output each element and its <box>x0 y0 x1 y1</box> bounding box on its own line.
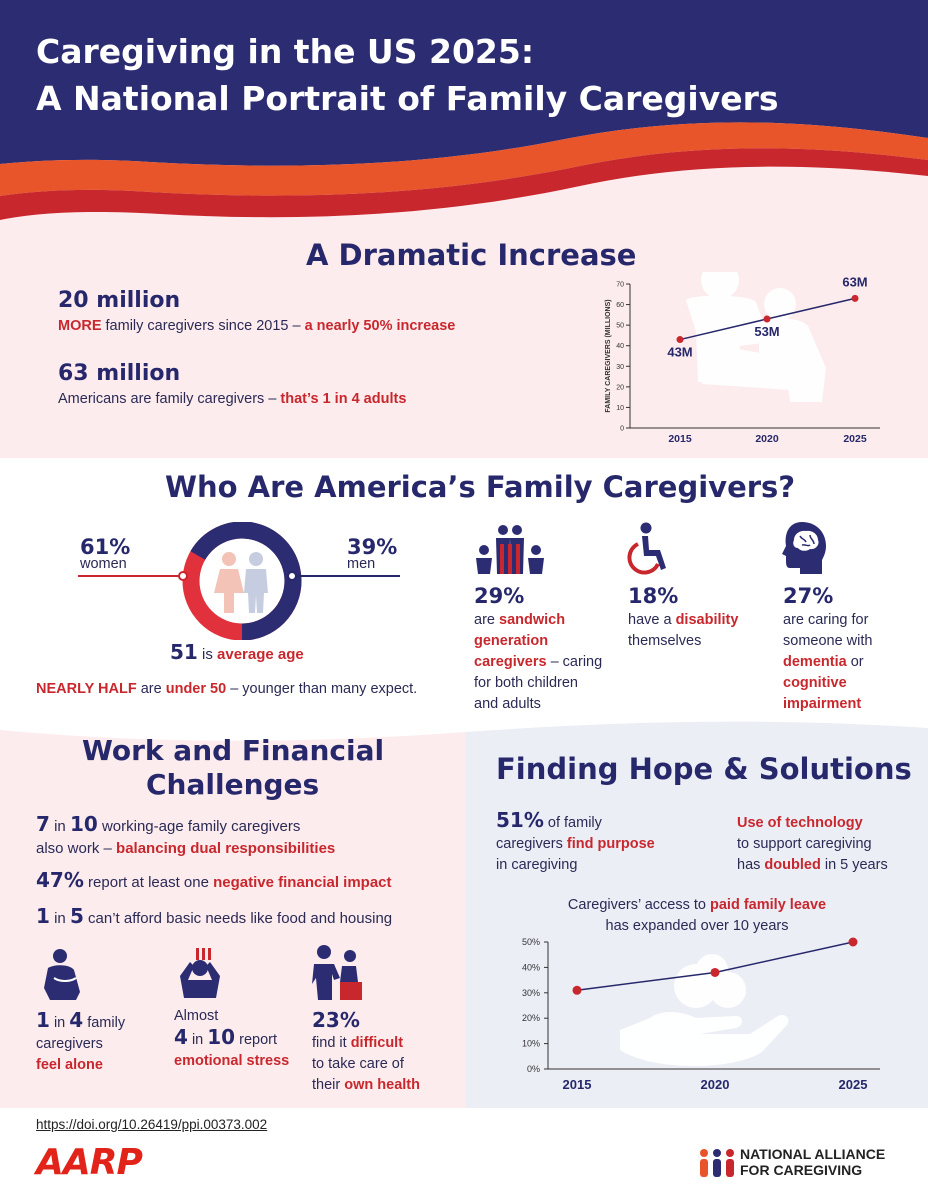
work-stat1-n2: 10 <box>69 812 98 836</box>
work-stat1-post: working-age family caregivers <box>97 818 301 835</box>
own-health-l1-hl: difficult <box>350 1035 404 1051</box>
work-stat1-l2-hl: balancing dual responsibilities <box>116 840 336 857</box>
page-title-line-1: Caregiving in the US 2025: <box>36 32 535 71</box>
nearly-half-hl1: NEARLY HALF <box>36 681 137 697</box>
work-stat2-pre: report at least one <box>83 874 214 891</box>
disability-l2: themselves <box>628 633 702 649</box>
average-age-line <box>170 640 304 664</box>
increase-stat1-number: 20 million <box>58 288 181 313</box>
chart1-y-tick-label: 70 <box>616 281 624 289</box>
dementia-l2: someone with <box>783 633 873 649</box>
aarp-logo: AARP <box>36 1142 142 1183</box>
alone-post: family <box>83 1015 126 1031</box>
women-label: women <box>80 556 127 572</box>
dementia-l3-hl: dementia <box>783 654 847 670</box>
chart1-data-label: 63M <box>842 274 868 290</box>
nearly-half-line <box>36 681 417 697</box>
alone-l3-hl: feel alone <box>36 1057 103 1073</box>
men-percent: 39% <box>347 535 398 559</box>
increase-stat1-text <box>58 318 455 334</box>
work-stat1-n1: 7 <box>36 812 50 836</box>
work-stat1-l2-pre: also work – <box>36 840 117 857</box>
women-connector-line <box>78 575 182 577</box>
nac-logo-line-2: FOR CAREGIVING <box>740 1162 863 1178</box>
increase-stat1-mid: family caregivers since 2015 – <box>101 318 305 334</box>
men-connector-dot <box>287 571 297 581</box>
emotional-stress-icon <box>176 946 224 1000</box>
doi-link[interactable]: https://doi.org/10.26419/ppi.00373.002 <box>36 1117 268 1132</box>
chart1-y-tick-label: 50 <box>616 322 624 330</box>
disability-text <box>628 610 738 652</box>
chart1-data-label: 43M <box>667 344 693 360</box>
dementia-text <box>783 610 872 715</box>
chart1-y-tick-label: 30 <box>616 363 624 371</box>
chart1-y-tick-label: 10 <box>616 404 624 412</box>
nac-logo-line-1: NATIONAL ALLIANCE <box>740 1146 886 1162</box>
purpose-text <box>496 810 655 876</box>
technology-l3-hl: doubled <box>764 857 821 873</box>
chart1-data-label: 53M <box>754 323 780 339</box>
chart1-x-tick-label: 2020 <box>755 433 779 445</box>
chart2-x-tick-label: 2015 <box>562 1077 592 1092</box>
work-stat3-mid: in <box>49 910 70 927</box>
nearly-half-mid: are <box>136 681 166 697</box>
sandwich-l2-hl: generation <box>474 633 549 649</box>
sandwich-l3-hl: caregivers <box>474 654 547 670</box>
increase-stat1-hl: a nearly 50% increase <box>304 318 456 334</box>
chart2-x-tick-label: 2025 <box>838 1077 868 1092</box>
gender-donut-chart <box>172 522 312 640</box>
technology-l3-pre: has <box>737 857 765 873</box>
work-stat3-post: can’t afford basic needs like food and housing <box>83 910 393 927</box>
chart1-data-point <box>677 336 684 343</box>
hands-heart-icon <box>620 954 788 1066</box>
disability-percent: 18% <box>628 584 679 608</box>
who-heading: Who Are America’s Family Caregivers? <box>165 470 796 504</box>
chart2-y-tick-label: 10% <box>521 1038 540 1049</box>
page-title-line-2: A National Portrait of Family Caregivers <box>36 79 779 118</box>
increase-stat2-mid: Americans are family caregivers – <box>58 391 281 407</box>
alone-text <box>36 1010 125 1076</box>
chart2-data-point <box>849 938 858 947</box>
sandwich-percent: 29% <box>474 584 525 608</box>
own-health-l3-hl: own health <box>344 1077 420 1093</box>
technology-l3-post: in 5 years <box>820 857 888 873</box>
increase-stat2-hl: that’s 1 in 4 adults <box>280 391 407 407</box>
average-age-mid: is <box>197 646 218 663</box>
work-stat3 <box>36 904 392 928</box>
dementia-percent: 27% <box>783 584 834 608</box>
stress-l1: Almost <box>174 1008 219 1024</box>
sandwich-l1-hl: sandwich <box>499 612 566 628</box>
own-health-l1-pre: find it <box>312 1035 351 1051</box>
caregivers-line-chart <box>590 272 890 452</box>
dementia-l4-hl: cognitive <box>783 675 847 691</box>
own-health-l2: to take care of <box>312 1056 404 1072</box>
purpose-l1-post: of family <box>543 815 602 831</box>
own-health-text <box>312 1033 420 1096</box>
sandwich-l3-post: – caring <box>546 654 603 670</box>
work-stat1 <box>36 812 300 836</box>
stress-n1: 4 <box>174 1025 188 1049</box>
alone-n2: 4 <box>69 1008 84 1032</box>
nac-logo-icon <box>698 1148 736 1178</box>
work-stat3-n1: 1 <box>36 904 50 928</box>
sandwich-l4: for both children <box>474 675 578 691</box>
own-health-l3-pre: their <box>312 1077 345 1093</box>
dementia-l1: are caring for <box>783 612 869 628</box>
own-health-percent: 23% <box>312 1008 360 1032</box>
sandwich-generation-icon <box>472 524 548 576</box>
hope-heading: Finding Hope & Solutions <box>496 752 912 786</box>
chart1-y-axis-label: FAMILY CAREGIVERS (MILLIONS) <box>605 299 612 413</box>
dementia-l3-post: or <box>846 654 864 670</box>
purpose-l2-hl: find purpose <box>566 836 655 852</box>
chart2-y-tick-label: 30% <box>521 987 540 998</box>
chart2-data-point <box>711 968 720 977</box>
chart1-y-tick-label: 20 <box>616 384 624 392</box>
work-heading-line-2: Challenges <box>146 768 320 801</box>
increase-stat2-number: 63 million <box>58 361 181 386</box>
increase-stat1-pre: MORE <box>58 318 102 334</box>
purpose-number: 51% <box>496 808 544 832</box>
dementia-l5-hl: impairment <box>783 696 862 712</box>
chart2-y-tick-label: 50% <box>521 937 540 947</box>
wheelchair-icon <box>624 522 672 576</box>
women-connector-dot <box>178 571 188 581</box>
stress-text <box>174 1006 289 1072</box>
paid-leave-line-chart <box>500 930 900 1096</box>
sitting-alone-icon <box>40 948 86 1002</box>
chart2-y-tick-label: 40% <box>521 962 540 973</box>
technology-text <box>737 813 888 876</box>
paid-leave-l1-pre: Caregivers’ access to <box>567 897 711 913</box>
chart2-y-tick-label: 0% <box>526 1064 540 1074</box>
work-stat1-mid: in <box>49 818 70 835</box>
technology-l2: to support caregiving <box>737 836 872 852</box>
alone-mid: in <box>49 1015 70 1031</box>
work-stat2 <box>36 868 392 892</box>
chart1-x-tick-label: 2015 <box>668 433 692 445</box>
chart2-x-tick-label: 2020 <box>700 1077 730 1092</box>
purpose-l3: in caregiving <box>496 857 578 873</box>
women-percent: 61% <box>80 535 131 559</box>
sandwich-l1-pre: are <box>474 612 499 628</box>
work-stat2-hl: negative financial impact <box>213 874 392 891</box>
stress-mid: in <box>187 1032 208 1048</box>
stress-post: report <box>235 1032 278 1048</box>
work-heading-line-1: Work and Financial <box>82 734 385 767</box>
chart2-data-point <box>573 986 582 995</box>
work-stat1-line2 <box>36 840 335 857</box>
average-age-hl: average age <box>217 646 304 663</box>
alone-n1: 1 <box>36 1008 50 1032</box>
average-age-number: 51 <box>170 640 198 664</box>
disability-l1-pre: have a <box>628 612 676 628</box>
chart1-y-tick-label: 40 <box>616 343 624 351</box>
stress-n2: 10 <box>207 1025 236 1049</box>
chart2-y-tick-label: 20% <box>521 1013 540 1024</box>
chart1-x-tick-label: 2025 <box>843 433 867 445</box>
men-label: men <box>347 556 376 572</box>
nearly-half-post: – younger than many expect. <box>226 681 418 697</box>
paid-leave-l2: has expanded over 10 years <box>605 918 789 934</box>
work-stat3-n2: 5 <box>69 904 84 928</box>
caregiver-helping-icon <box>310 944 366 1002</box>
chart1-y-tick-label: 0 <box>620 425 624 433</box>
chart1-data-point <box>764 315 771 322</box>
disability-l1-hl: disability <box>675 612 739 628</box>
paid-leave-l1-hl: paid family leave <box>710 897 827 913</box>
purpose-l2-pre: caregivers <box>496 836 567 852</box>
alone-l2: caregivers <box>36 1036 103 1052</box>
chart1-y-tick-label: 60 <box>616 302 624 310</box>
chart1-data-point <box>852 295 859 302</box>
stress-l3-hl: emotional stress <box>174 1053 290 1069</box>
technology-l1-hl: Use of technology <box>737 815 863 831</box>
men-connector-line <box>292 575 400 577</box>
sandwich-l5: and adults <box>474 696 541 712</box>
brain-head-icon <box>780 520 830 576</box>
work-stat2-num: 47% <box>36 868 84 892</box>
sandwich-text <box>474 610 602 715</box>
increase-stat2-text <box>58 391 406 407</box>
increase-heading: A Dramatic Increase <box>306 238 637 272</box>
nearly-half-hl2: under 50 <box>165 681 227 697</box>
